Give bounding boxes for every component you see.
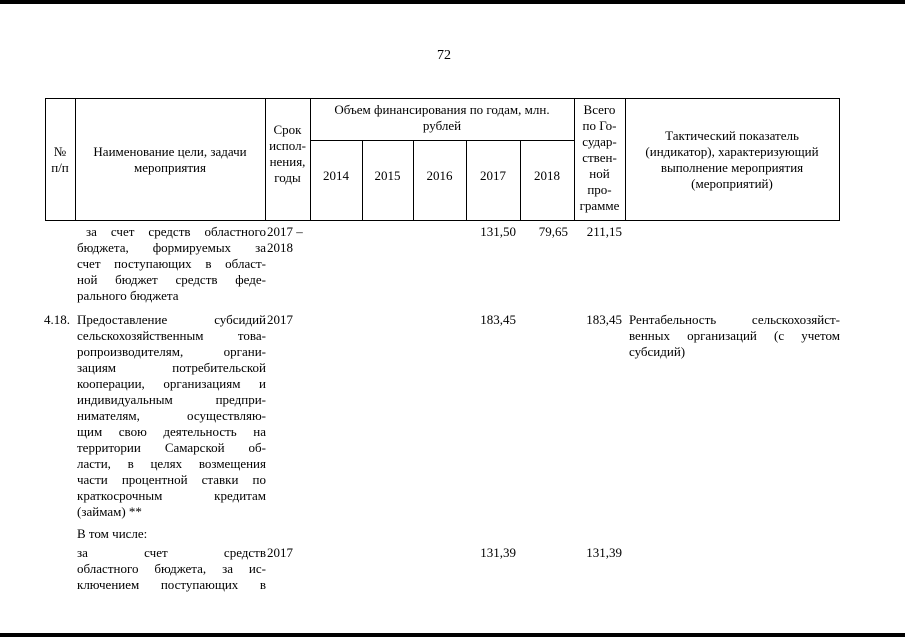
row-indicator: Рентабельность сельскохозяйст- венных организаций (с учетом субсидий)	[629, 312, 840, 359]
year-2018: 2018	[534, 168, 560, 183]
header-indicator: Тактический показатель (индикатор), характеризующий выполнение мероприятия (мероприятий)	[645, 128, 819, 191]
row-total: 183,45	[586, 312, 622, 327]
row-term: 2017	[267, 545, 293, 560]
row-term: 2017 – 2018	[267, 224, 303, 255]
row-num: 4.18.	[44, 312, 70, 327]
page-number: 72	[437, 48, 451, 63]
row-2017: 131,50	[480, 224, 516, 239]
row-name: за счет средств областного бюджета, за ис- ключением поступающих в	[77, 545, 266, 592]
year-2014: 2014	[323, 168, 349, 183]
bottom-border	[0, 633, 905, 637]
row-name: В том числе:	[77, 526, 148, 541]
header-total: Всего по Го- судар- ствен- ной про- грамме	[579, 102, 620, 213]
header-num: № п/п	[51, 144, 69, 175]
header-bottom-rule	[45, 220, 839, 221]
header-funding: Объем финансирования по годам, млн. рублей	[334, 102, 550, 133]
row-name: за счет средств областного бюджета, формируемых за счет поступающих в област- ной бюджет средств феде- рального бюджета	[77, 224, 266, 303]
row-2018: 79,65	[538, 224, 568, 239]
top-border	[0, 0, 905, 4]
year-2017: 2017	[480, 168, 506, 183]
header-term: Срок испол- нения, годы	[269, 122, 306, 185]
header-name: Наименование цели, задачи мероприятия	[93, 144, 247, 175]
col-divider	[839, 98, 840, 221]
row-2017: 183,45	[480, 312, 516, 327]
row-name: Предоставление субсидий сельскохозяйственным това- ропроизводителям, органи- зациям потребительской кооперации, организациям и индивидуальным предпри- нимателям, осуществляю- щим свою деятельность на территории Самарской об- ласти, в целях возмещения части процентной ставки по краткосрочным кредитам (займам) **	[77, 312, 266, 519]
row-total: 131,39	[586, 545, 622, 560]
header-top-rule	[45, 98, 839, 99]
row-total: 211,15	[586, 224, 622, 239]
year-2016: 2016	[426, 168, 453, 183]
row-term: 2017	[267, 312, 293, 327]
row-2017: 131,39	[480, 545, 516, 560]
year-2015: 2015	[374, 168, 401, 183]
years-rule	[310, 140, 574, 141]
